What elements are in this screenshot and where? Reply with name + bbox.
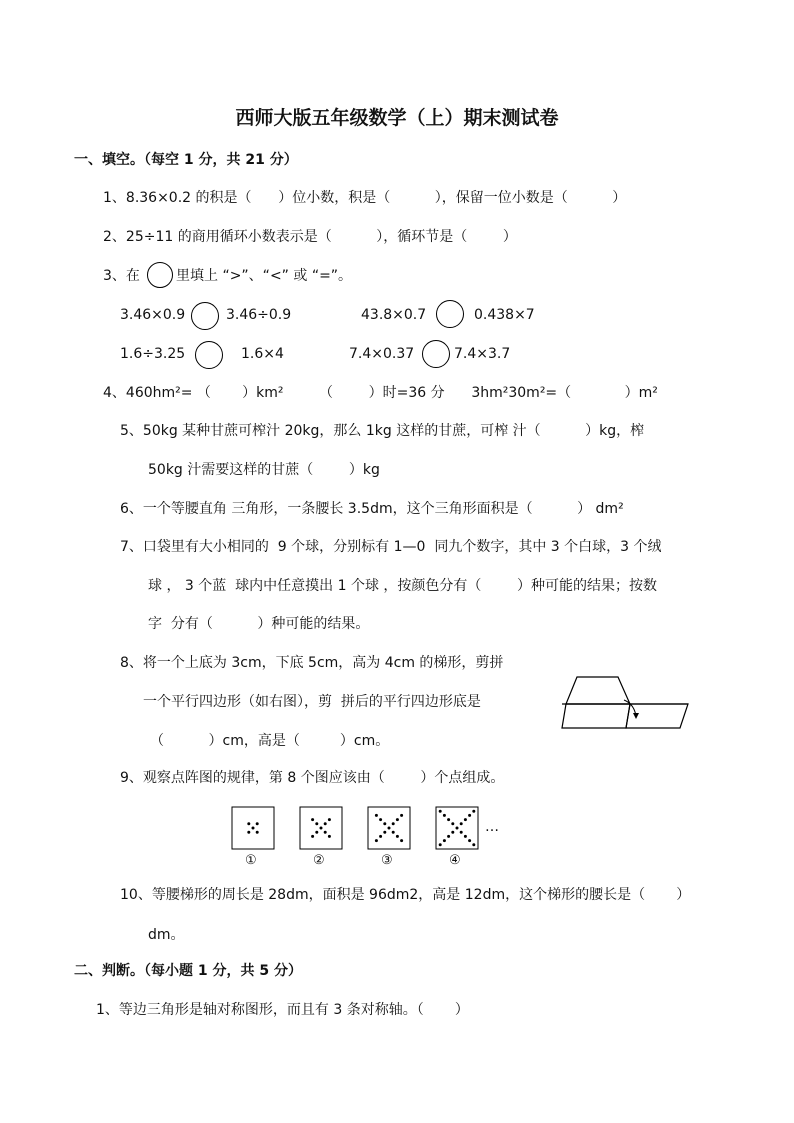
- pattern-dot: [311, 818, 314, 821]
- question-3-suffix: 里填上 “>”、“<” 或 “=”。: [176, 268, 353, 284]
- question-6: 6、一个等腰直角 三角形，一条腰长 3.5dm，这个三角形面积是（ ） dm²: [120, 501, 624, 517]
- pattern-dot: [472, 810, 475, 813]
- question-5-line2: 50kg 汁需要这样的甘蔗（ ）kg: [148, 462, 380, 478]
- pattern-dot: [443, 839, 446, 842]
- pattern-dot: [247, 822, 250, 825]
- pattern-dot: [451, 822, 454, 825]
- pattern-dot: [392, 822, 395, 825]
- pattern-dot: [320, 827, 323, 830]
- compare-right-2: 0.438×7: [474, 307, 535, 323]
- pattern-dot: [460, 822, 463, 825]
- compare-circle: [147, 262, 173, 288]
- pattern-dot: [379, 818, 382, 821]
- pattern-dot: [375, 839, 378, 842]
- pattern-dot: [396, 835, 399, 838]
- pattern-dot: [460, 831, 463, 834]
- pattern-dot: [472, 843, 475, 846]
- pattern-dot: [464, 835, 467, 838]
- pattern-dot: [388, 827, 391, 830]
- pattern-dot: [396, 818, 399, 821]
- pattern-dot: [324, 831, 327, 834]
- pattern-dot: [439, 843, 442, 846]
- judgement-question-1: 1、等边三角形是轴对称图形，而且有 3 条对称轴。（ ）: [96, 1002, 469, 1018]
- compare-circle: [191, 302, 219, 330]
- pattern-dot: [247, 831, 250, 834]
- pattern-ellipsis: …: [485, 819, 499, 835]
- question-8-line3: （ ）cm，高是（ ）cm。: [150, 733, 390, 749]
- pattern-dot: [383, 831, 386, 834]
- pattern-dot: [392, 831, 395, 834]
- pattern-dot: [456, 827, 459, 830]
- question-10-line2: dm。: [148, 927, 185, 943]
- pattern-dot: [383, 822, 386, 825]
- compare-circle: [422, 340, 450, 368]
- section1-heading: 一、填空。（每空 1 分，共 21 分）: [74, 152, 298, 168]
- question-10-line1: 10、等腰梯形的周长是 28dm，面积是 96dm2，高是 12dm，这个梯形的腰长是（ ）: [120, 887, 691, 903]
- question-3-prefix: 3、在: [103, 268, 140, 284]
- section2-heading: 二、判断。（每小题 1 分，共 5 分）: [74, 963, 302, 979]
- pattern-label-3: ③: [381, 853, 393, 868]
- page-title: 西师大版五年级数学（上）期末测试卷: [235, 107, 559, 129]
- compare-left-1: 3.46×0.9: [120, 307, 186, 323]
- pattern-dot: [443, 814, 446, 817]
- pattern-dot: [464, 818, 467, 821]
- dot-pattern-figure: [228, 804, 508, 852]
- question-7-line3: 字 分有（ ）种可能的结果。: [148, 616, 370, 632]
- pattern-dot: [468, 814, 471, 817]
- question-8-line1: 8、将一个上底为 3cm，下底 5cm，高为 4cm 的梯形，剪拼: [120, 655, 504, 671]
- pattern-dot: [328, 818, 331, 821]
- compare-left-3: 1.6÷3.25: [120, 346, 186, 362]
- pattern-label-2: ②: [313, 853, 325, 868]
- compare-left-2: 43.8×0.7: [361, 307, 427, 323]
- pattern-label-1: ①: [245, 853, 257, 868]
- pattern-dot: [468, 839, 471, 842]
- question-2: 2、25÷11 的商用循环小数表示是（ ），循环节是（ ）: [103, 229, 517, 245]
- pattern-dot: [256, 822, 259, 825]
- pattern-dot: [252, 827, 255, 830]
- pattern-dot: [447, 818, 450, 821]
- compare-right-4: 7.4×3.7: [454, 346, 511, 362]
- compare-circle: [195, 341, 223, 369]
- pattern-dot: [315, 822, 318, 825]
- compare-right-1: 3.46÷0.9: [226, 307, 292, 323]
- pattern-dot: [439, 810, 442, 813]
- question-7-line1: 7、口袋里有大小相同的 9 个球，分别标有 1—0 同九个数字，其中 3 个白球，3 个绒: [120, 539, 662, 555]
- compare-circle: [436, 300, 464, 328]
- question-1: 1、8.36×0.2 的积是（ ）位小数，积是（ ），保留一位小数是（ ）: [103, 190, 627, 206]
- question-5-line1: 5、50kg 某种甘蔗可榨汁 20kg，那么 1kg 这样的甘蔗，可榨 汁（ ）kg，榨: [120, 423, 645, 439]
- trapezoid-cut-figure: [558, 670, 690, 736]
- pattern-dot: [256, 831, 259, 834]
- question-8-line2: 一个平行四边形（如右图），剪 拼后的平行四边形底是: [143, 694, 481, 710]
- question-4: 4、460hm²= （ ）km² （ ）时=36 分 3hm²30m²=（ ）m²: [103, 385, 658, 401]
- pattern-dot: [311, 835, 314, 838]
- pattern-label-4: ④: [449, 853, 461, 868]
- compare-right-3: 1.6×4: [241, 346, 284, 362]
- pattern-dot: [324, 822, 327, 825]
- pattern-dot: [451, 831, 454, 834]
- question-9: 9、观察点阵图的规律，第 8 个图应该由（ ）个点组成。: [120, 770, 505, 786]
- compare-left-4: 7.4×0.37: [349, 346, 415, 362]
- question-7-line2: 球 ， 3 个蓝 球内中任意摸出 1 个球 ，按颜色分有（ ）种可能的结果；按数: [148, 578, 658, 594]
- pattern-dot: [375, 814, 378, 817]
- pattern-dot: [379, 835, 382, 838]
- pattern-dot: [315, 831, 318, 834]
- pattern-dot: [400, 839, 403, 842]
- pattern-dot: [447, 835, 450, 838]
- pattern-dot: [400, 814, 403, 817]
- pattern-dot: [328, 835, 331, 838]
